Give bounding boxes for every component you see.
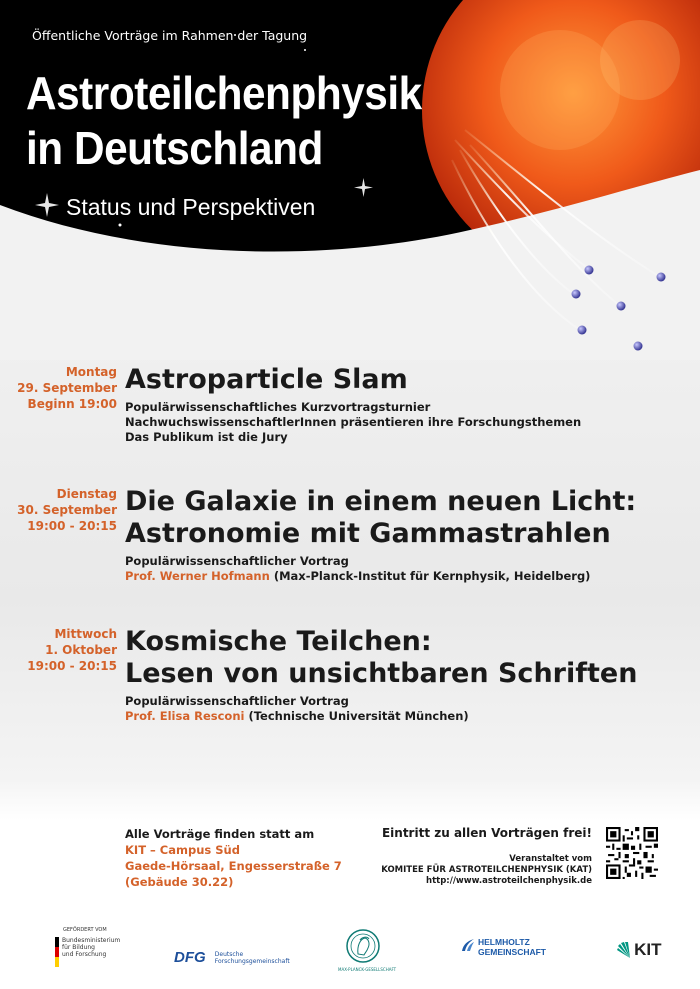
title-line-1: Astroteilchenphysik	[26, 67, 422, 119]
event-1-when	[17, 364, 117, 412]
event-2-speaker: Prof. Werner Hofmann	[125, 569, 270, 583]
hero-graphic	[0, 0, 700, 360]
event-3-speaker: Prof. Elisa Resconi	[125, 709, 245, 723]
bmbf-top-text: GEFÖRDERT VOM	[63, 927, 107, 933]
subtitle: Status und Perspektiven	[66, 194, 316, 220]
event-2-day: Dienstag	[56, 487, 117, 501]
event-3-title-line-2: Lesen von unsichtbaren Schriften	[125, 658, 638, 689]
venue-info	[125, 826, 342, 890]
tagline: Öffentliche Vorträge im Rahmen der Tagung	[32, 28, 308, 43]
bmbf-line-2: für Bildung	[62, 944, 95, 951]
event-2-when	[17, 486, 117, 534]
event-2-affiliation: (Max-Planck-Institut für Kernphysik, Heidelberg)	[269, 569, 591, 583]
event-3-description	[125, 694, 637, 724]
event-1-title: Astroparticle Slam	[125, 364, 408, 395]
organizer-block	[381, 854, 592, 887]
sponsor-logos	[0, 925, 700, 985]
event-2-line-1: Populärwissenschaftlicher Vortrag	[125, 554, 349, 568]
organizer-by: Veranstaltet vom	[509, 854, 592, 864]
event-3-time: 19:00 - 20:15	[27, 659, 117, 673]
event-3-details	[125, 626, 637, 724]
free-entry-note: Eintritt zu allen Vorträgen frei!	[381, 826, 592, 840]
dfg-text	[215, 951, 290, 965]
event-2-description	[125, 554, 636, 584]
german-flag-icon	[55, 937, 59, 967]
venue-intro: Alle Vorträge finden statt am	[125, 827, 315, 841]
event-1-description	[125, 400, 581, 445]
event-1-line-1: Populärwissenschaftliches Kurzvortragsturnier	[125, 400, 431, 414]
venue-place: KIT – Campus Süd	[125, 843, 240, 857]
event-3-title-line-1: Kosmische Teilchen:	[125, 626, 432, 657]
minerva-seal-icon	[345, 928, 381, 964]
bmbf-text	[62, 937, 120, 958]
kit-fan-icon	[617, 941, 631, 959]
organizer-name: KOMITEE FÜR ASTROTEILCHENPHYSIK (KAT)	[381, 865, 592, 875]
page-title	[26, 66, 422, 176]
helmholtz-line-2: GEMEINSCHAFT	[478, 947, 546, 957]
mpg-text: MAX-PLANCK-GESELLSCHAFT	[338, 967, 397, 972]
helmholtz-text	[478, 937, 546, 957]
bmbf-logo[interactable]	[55, 927, 121, 967]
organizer-info	[381, 826, 592, 887]
kit-text: KIT	[634, 939, 662, 959]
event-2-details	[125, 486, 636, 584]
event-1-line-2: NachwuchswissenschaftlerInnen präsentieren ihre Forschungsthemen	[125, 415, 582, 429]
event-2-date: 30. September	[17, 503, 117, 517]
event-1-date: 29. September	[17, 381, 117, 395]
event-3-day: Mittwoch	[54, 627, 117, 641]
helmholtz-swoosh-icon	[460, 937, 476, 953]
event-2-time: 19:00 - 20:15	[27, 519, 117, 533]
bmbf-line-1: Bundesministerium	[62, 937, 121, 944]
event-3-affiliation: (Technische Universität München)	[244, 709, 469, 723]
title-line-2: in Deutschland	[26, 122, 323, 174]
bmbf-line-3: und Forschung	[62, 951, 107, 958]
event-2-title-line-2: Astronomie mit Gammastrahlen	[125, 518, 611, 549]
organizer-url[interactable]: http://www.astroteilchenphysik.de	[426, 876, 592, 886]
event-2-title-line-1: Die Galaxie in einem neuen Licht:	[125, 486, 637, 517]
venue-building: (Gebäude 30.22)	[125, 875, 234, 889]
event-1-line-3: Das Publikum ist die Jury	[125, 430, 288, 444]
mpg-logo[interactable]	[338, 928, 397, 972]
dfg-logo[interactable]	[174, 947, 290, 966]
dfg-line-1: Deutsche	[214, 950, 244, 958]
event-1-time: Beginn 19:00	[27, 397, 117, 411]
event-1-day: Montag	[65, 365, 117, 379]
event-3-when	[27, 626, 117, 674]
helmholtz-logo[interactable]	[460, 937, 546, 957]
dfg-mark: DFG	[174, 949, 206, 966]
event-3-speaker-line	[125, 709, 637, 724]
kit-logo[interactable]	[617, 939, 661, 960]
helmholtz-line-1: HELMHOLTZ	[478, 937, 530, 947]
event-1-details	[125, 364, 581, 445]
event-3-date: 1. Oktober	[45, 643, 117, 657]
event-3-line-1: Populärwissenschaftlicher Vortrag	[125, 694, 349, 708]
venue-room: Gaede-Hörsaal, Engesserstraße 7	[125, 859, 342, 873]
event-2-speaker-line	[125, 569, 636, 584]
qr-code[interactable]	[606, 827, 658, 879]
dfg-line-2: Forschungsgemeinschaft	[214, 957, 290, 965]
